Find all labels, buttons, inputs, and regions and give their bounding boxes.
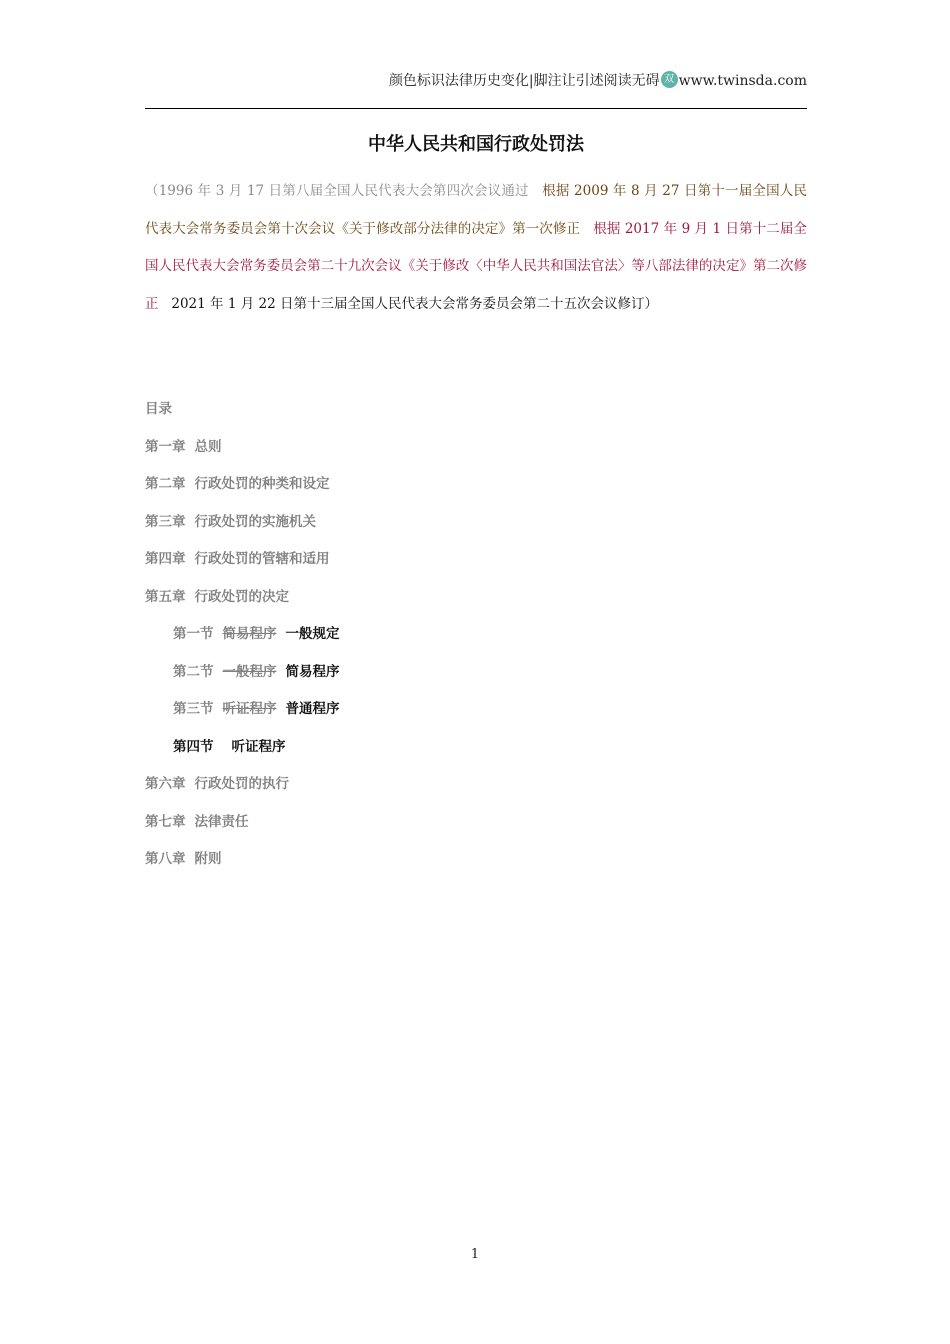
section-new-title: 一般规定 xyxy=(285,626,340,642)
history-revision-2021: 2021 年 1 月 22 日第十三届全国人民代表大会常务委员会第二十五次会议修订） xyxy=(171,295,658,312)
section-number: 第一节 xyxy=(173,626,214,642)
section-number: 第二节 xyxy=(173,663,214,680)
toc-heading: 目录 xyxy=(145,401,172,417)
chapter-number: 第八章 xyxy=(145,851,186,867)
chapter-title: 行政处罚的执行 xyxy=(194,776,289,792)
chapter-number: 第三章 xyxy=(145,513,186,530)
chapter-number: 第七章 xyxy=(145,813,186,830)
chapter-number: 第六章 xyxy=(145,776,186,792)
chapter-number: 第二章 xyxy=(145,476,186,492)
toc-chapter-1[interactable] xyxy=(145,436,807,474)
section-number: 第四节 xyxy=(173,738,214,755)
toc-section-1[interactable] xyxy=(145,623,807,661)
section-new-title: 普通程序 xyxy=(285,701,340,717)
section-title: 听证程序 xyxy=(231,738,286,755)
toc-chapter-3[interactable] xyxy=(145,511,807,549)
toc-chapter-8[interactable] xyxy=(145,848,807,886)
toc-section-4[interactable] xyxy=(145,736,807,774)
toc-section-3[interactable] xyxy=(145,698,807,736)
chapter-title: 总则 xyxy=(194,438,222,455)
page-header xyxy=(145,70,807,90)
toc-chapter-4[interactable] xyxy=(145,548,807,586)
amendment-history xyxy=(145,173,807,323)
chapter-title: 行政处罚的管辖和适用 xyxy=(194,551,330,567)
chapter-title: 法律责任 xyxy=(194,813,249,830)
chapter-number: 第一章 xyxy=(145,438,186,455)
chapter-title: 行政处罚的决定 xyxy=(194,588,289,605)
history-enactment: （1996 年 3 月 17 日第八届全国人民代表大会第四次会议通过 xyxy=(145,183,529,199)
chapter-title: 行政处罚的种类和设定 xyxy=(194,476,330,492)
section-old-title: 简易程序 xyxy=(222,626,277,642)
toc-chapter-6[interactable] xyxy=(145,773,807,811)
table-of-contents xyxy=(145,398,807,886)
chapter-number: 第四章 xyxy=(145,551,186,567)
section-old-title: 一般程序 xyxy=(222,663,277,680)
toc-section-2[interactable] xyxy=(145,661,807,699)
toc-chapter-7[interactable] xyxy=(145,811,807,849)
section-old-title: 听证程序 xyxy=(222,701,277,717)
twinsda-logo-icon: 双 xyxy=(661,71,678,88)
header-site-link[interactable]: www.twinsda.com xyxy=(678,73,807,89)
section-new-title: 简易程序 xyxy=(285,663,340,680)
chapter-title: 附则 xyxy=(194,851,222,867)
history-amendment-2009: 根据 2009 年 8 月 27 日第十一届全国人民代表大会常务委员会第十次会议《关于修改部分法律的决定》第一次修正 xyxy=(145,183,807,237)
header-divider xyxy=(145,108,807,109)
header-tagline: 颜色标识法律历史变化|脚注让引述阅读无碍 xyxy=(388,73,660,89)
toc-chapter-2[interactable] xyxy=(145,473,807,511)
chapter-title: 行政处罚的实施机关 xyxy=(194,513,316,530)
history-amendment-2017: 根据 2017 年 9 月 1 日第十二届全国人民代表大会常务委员会第二十九次会议《关于修改〈中华人民共和国法官法〉等八部法律的决定》第二次修正 xyxy=(145,220,807,312)
page-number: 1 xyxy=(470,1247,480,1262)
toc-chapter-5[interactable] xyxy=(145,586,807,624)
chapter-number: 第五章 xyxy=(145,588,186,605)
section-number: 第三节 xyxy=(173,701,214,717)
document-title: 中华人民共和国行政处罚法 xyxy=(368,134,584,155)
